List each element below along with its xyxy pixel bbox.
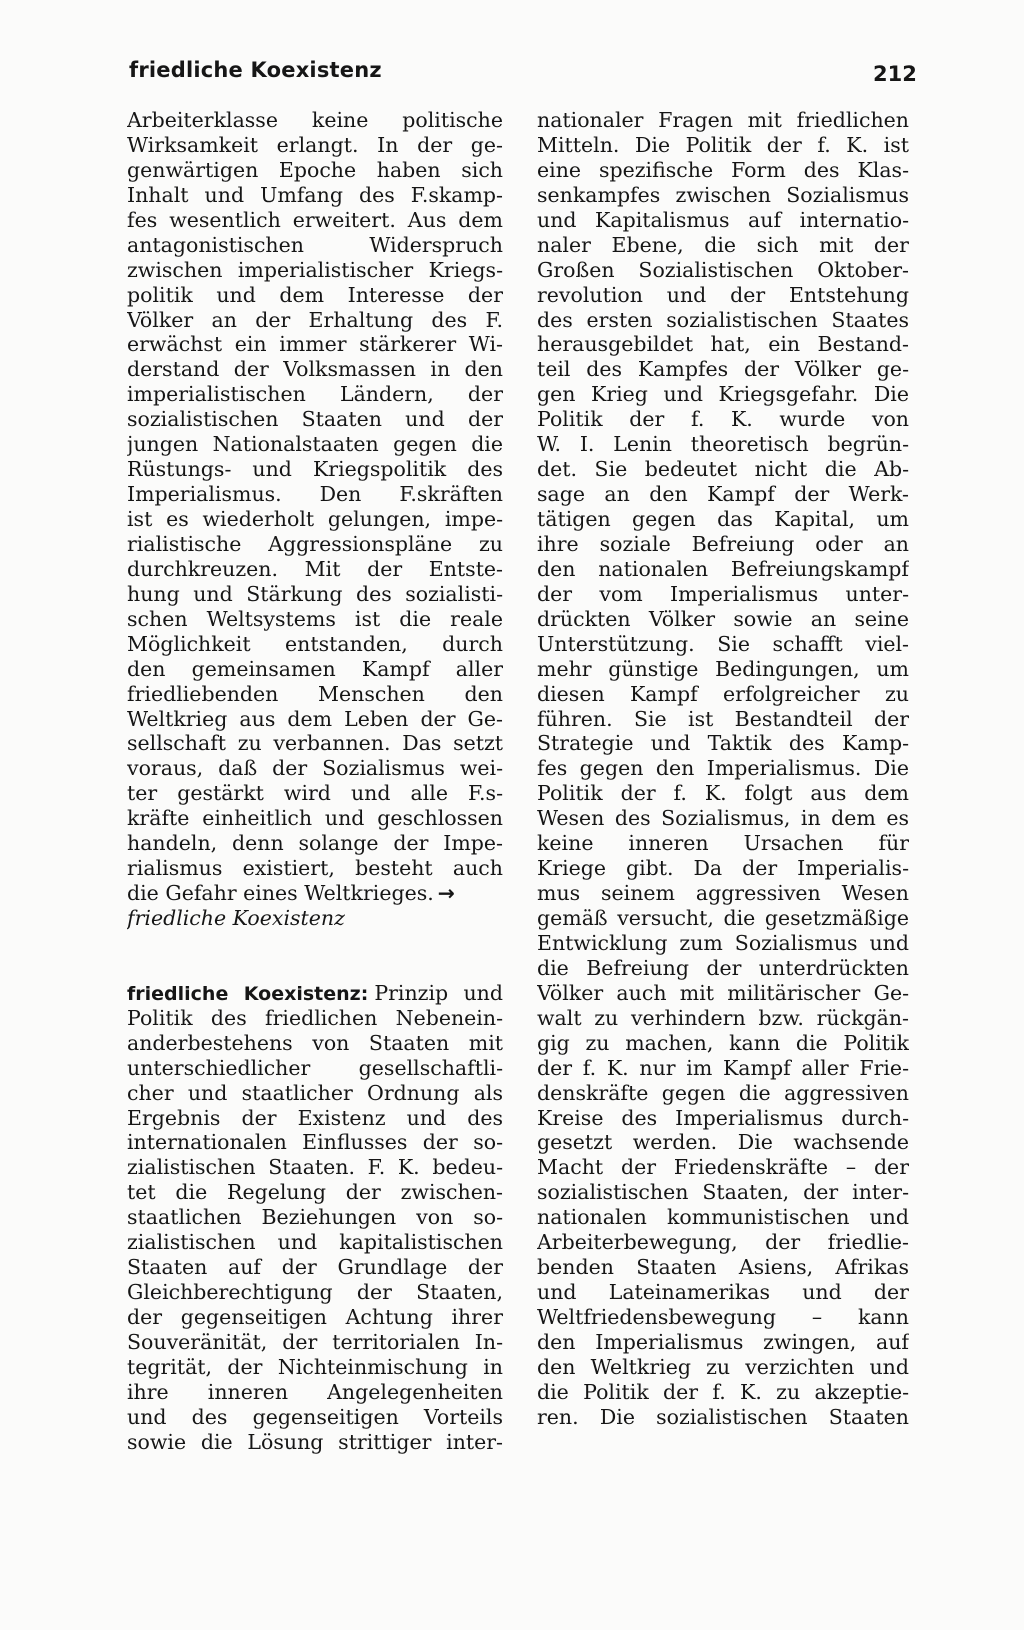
text-line: revolution und der Entstehung bbox=[537, 282, 909, 307]
text-line: diesen Kampf erfolgreicher zu bbox=[537, 681, 909, 706]
text-line: führen. Sie ist Bestandteil der bbox=[537, 706, 909, 731]
text-line: handeln, denn solange der Impe- bbox=[127, 831, 503, 856]
text-line: denskräfte gegen die aggressiven bbox=[537, 1080, 909, 1105]
text-line: keine inneren Ursachen für bbox=[537, 831, 909, 856]
text-line: benden Staaten Asiens, Afrikas bbox=[537, 1255, 909, 1280]
text-line: Arbeiterklasse keine politische bbox=[127, 108, 503, 132]
text-line: Rüstungs- und Kriegspolitik des bbox=[127, 457, 503, 482]
text-line: naler Ebene, die sich mit der bbox=[537, 232, 909, 257]
text-line: gesetzt werden. Die wachsende bbox=[537, 1130, 909, 1155]
text-line: Kreise des Imperialismus durch- bbox=[537, 1105, 909, 1130]
text-line: der vom Imperialismus unter- bbox=[537, 581, 909, 606]
text-line: gig zu machen, kann die Politik bbox=[537, 1030, 909, 1055]
text-line: ter gestärkt wird und alle F.s- bbox=[127, 781, 503, 806]
text-line: ihre inneren Angelegenheiten bbox=[127, 1379, 503, 1404]
text-line: rialistische Aggressionspläne zu bbox=[127, 531, 503, 556]
text-line: den gemeinsamen Kampf aller bbox=[127, 656, 503, 681]
text-line: die Befreiung der unterdrückten bbox=[537, 955, 909, 980]
text-line: Inhalt und Umfang des F.skamp- bbox=[127, 182, 503, 207]
text-line: nationaler Fragen mit friedlichen bbox=[537, 108, 909, 132]
text-line: fes wesentlich erweitert. Aus dem bbox=[127, 207, 503, 232]
text-line: genwärtigen Epoche haben sich bbox=[127, 157, 503, 182]
text-line: zialistischen und kapitalistischen bbox=[127, 1230, 503, 1255]
text-line: Politik der f. K. wurde von bbox=[537, 407, 909, 432]
text-line: nationalen kommunistischen und bbox=[537, 1205, 909, 1230]
text-line: Macht der Friedenskräfte – der bbox=[537, 1155, 909, 1180]
right-column-text bbox=[537, 108, 909, 1430]
text-line: den Weltkrieg zu verzichten und bbox=[537, 1354, 909, 1379]
crossref-line bbox=[127, 881, 503, 906]
text-line: Arbeiterbewegung, der friedlie- bbox=[537, 1230, 909, 1255]
text-line: die Politik der f. K. zu akzeptie- bbox=[537, 1379, 909, 1404]
text-line: Entwicklung zum Sozialismus und bbox=[537, 930, 909, 955]
entry-lemma: friedliche Koexistenz: bbox=[127, 982, 369, 1005]
crossref-arrow-icon: → bbox=[437, 881, 455, 906]
text-line: Kriege gibt. Da der Imperialis- bbox=[537, 856, 909, 881]
text-line: tet die Regelung der zwischen- bbox=[127, 1180, 503, 1205]
text-line: Großen Sozialistischen Oktober- bbox=[537, 257, 909, 282]
text-line: Möglichkeit entstanden, durch bbox=[127, 631, 503, 656]
text-line: Strategie und Taktik des Kamp- bbox=[537, 731, 909, 756]
text-line: mus seinem aggressiven Wesen bbox=[537, 881, 909, 906]
text-line: internationalen Einflusses der so- bbox=[127, 1130, 503, 1155]
text-line: antagonistischen Widerspruch bbox=[127, 232, 503, 257]
text-line: ren. Die sozialistischen Staaten bbox=[537, 1404, 909, 1429]
text-line: fes gegen den Imperialismus. Die bbox=[537, 756, 909, 781]
text-line: Wirksamkeit erlangt. In der ge- bbox=[127, 132, 503, 157]
text-line: hung und Stärkung des sozialisti- bbox=[127, 581, 503, 606]
text-line: und Lateinamerikas und der bbox=[537, 1280, 909, 1305]
text-line: erwächst ein immer stärkerer Wi- bbox=[127, 332, 503, 357]
entry-first-line: Prinzip und bbox=[374, 980, 503, 1005]
text-line: unterschiedlicher gesellschaftli- bbox=[127, 1055, 503, 1080]
text-line: tegrität, der Nichteinmischung in bbox=[127, 1354, 503, 1379]
text-line: walt zu verhindern bzw. rückgän- bbox=[537, 1005, 909, 1030]
text-line: senkampfes zwischen Sozialismus bbox=[537, 182, 909, 207]
text-line: sowie die Lösung strittiger inter- bbox=[127, 1429, 503, 1454]
text-line: eine spezifische Form des Klas- bbox=[537, 157, 909, 182]
page-number: 212 bbox=[873, 62, 917, 86]
left-column bbox=[127, 108, 503, 1455]
text-line: Völker an der Erhaltung des F. bbox=[127, 307, 503, 332]
text-line: Souveränität, der territorialen In- bbox=[127, 1329, 503, 1354]
text-line: staatlichen Beziehungen von so- bbox=[127, 1205, 503, 1230]
text-line: det. Sie bedeutet nicht die Ab- bbox=[537, 457, 909, 482]
right-column bbox=[537, 108, 909, 1430]
text-line: schen Weltsystems ist die reale bbox=[127, 606, 503, 631]
text-line: friedliebenden Menschen den bbox=[127, 681, 503, 706]
text-line: kräfte einheitlich und geschlossen bbox=[127, 806, 503, 831]
text-line: cher und staatlicher Ordnung als bbox=[127, 1080, 503, 1105]
text-line: Politik des friedlichen Nebenein- bbox=[127, 1005, 503, 1030]
text-line: Gleichberechtigung der Staaten, bbox=[127, 1280, 503, 1305]
text-line: und des gegenseitigen Vorteils bbox=[127, 1404, 503, 1429]
text-line: zialistischen Staaten. F. K. bedeu- bbox=[127, 1155, 503, 1180]
text-line: Mitteln. Die Politik der f. K. ist bbox=[537, 132, 909, 157]
text-line: sellschaft zu verbannen. Das setzt bbox=[127, 731, 503, 756]
text-line: anderbestehens von Staaten mit bbox=[127, 1030, 503, 1055]
text-line: Politik der f. K. folgt aus dem bbox=[537, 781, 909, 806]
text-line: teil des Kampfes der Völker ge- bbox=[537, 357, 909, 382]
text-line: und Kapitalismus auf internatio- bbox=[537, 207, 909, 232]
text-line: Wesen des Sozialismus, in dem es bbox=[537, 806, 909, 831]
running-head: friedliche Koexistenz bbox=[129, 58, 382, 82]
text-line: imperialistischen Ländern, der bbox=[127, 382, 503, 407]
text-line: ihre soziale Befreiung oder an bbox=[537, 531, 909, 556]
text-line: Staaten auf der Grundlage der bbox=[127, 1255, 503, 1280]
text-line: voraus, daß der Sozialismus wei- bbox=[127, 756, 503, 781]
entry-headline bbox=[127, 981, 503, 1006]
entry-separator bbox=[127, 931, 503, 981]
text-line: der f. K. nur im Kampf aller Frie- bbox=[537, 1055, 909, 1080]
continued-entry-text bbox=[127, 108, 503, 881]
text-line: W. I. Lenin theoretisch begrün- bbox=[537, 432, 909, 457]
text-line: Imperialismus. Den F.skräften bbox=[127, 482, 503, 507]
text-line: sage an den Kampf der Werk- bbox=[537, 482, 909, 507]
text-line: gemäß versucht, die gesetzmäßige bbox=[537, 906, 909, 930]
text-line: des ersten sozialistischen Staates bbox=[537, 307, 909, 332]
text-line: derstand der Volksmassen in den bbox=[127, 357, 503, 382]
text-line: ist es wiederholt gelungen, impe- bbox=[127, 507, 503, 531]
entry-body-text bbox=[127, 1006, 503, 1455]
text-line: Unterstützung. Sie schafft viel- bbox=[537, 631, 909, 656]
final-sentence: die Gefahr eines Weltkrieges. bbox=[127, 881, 434, 906]
crossref-target: friedliche Koexistenz bbox=[127, 906, 345, 930]
text-line: sozialistischen Staaten und der bbox=[127, 407, 503, 432]
text-line: gen Krieg und Kriegsgefahr. Die bbox=[537, 382, 909, 407]
text-line: der gegenseitigen Achtung ihrer bbox=[127, 1305, 503, 1330]
text-line: Ergebnis der Existenz und des bbox=[127, 1105, 503, 1130]
text-line: mehr günstige Bedingungen, um bbox=[537, 656, 909, 681]
text-line: rialismus existiert, besteht auch bbox=[127, 856, 503, 881]
text-line: zwischen imperialistischer Kriegs- bbox=[127, 257, 503, 282]
text-line: jungen Nationalstaaten gegen die bbox=[127, 432, 503, 457]
text-line: den nationalen Befreiungskampf bbox=[537, 556, 909, 581]
text-line: den Imperialismus zwingen, auf bbox=[537, 1329, 909, 1354]
text-line: herausgebildet hat, ein Bestand- bbox=[537, 332, 909, 357]
text-line: Weltkrieg aus dem Leben der Ge- bbox=[127, 706, 503, 731]
text-line: drückten Völker sowie an seine bbox=[537, 606, 909, 631]
text-line: politik und dem Interesse der bbox=[127, 282, 503, 307]
text-line: durchkreuzen. Mit der Entste- bbox=[127, 556, 503, 581]
text-line: Völker auch mit militärischer Ge- bbox=[537, 980, 909, 1005]
text-line: tätigen gegen das Kapital, um bbox=[537, 507, 909, 531]
text-line: Weltfriedensbewegung – kann bbox=[537, 1305, 909, 1329]
text-line: sozialistischen Staaten, der inter- bbox=[537, 1180, 909, 1205]
